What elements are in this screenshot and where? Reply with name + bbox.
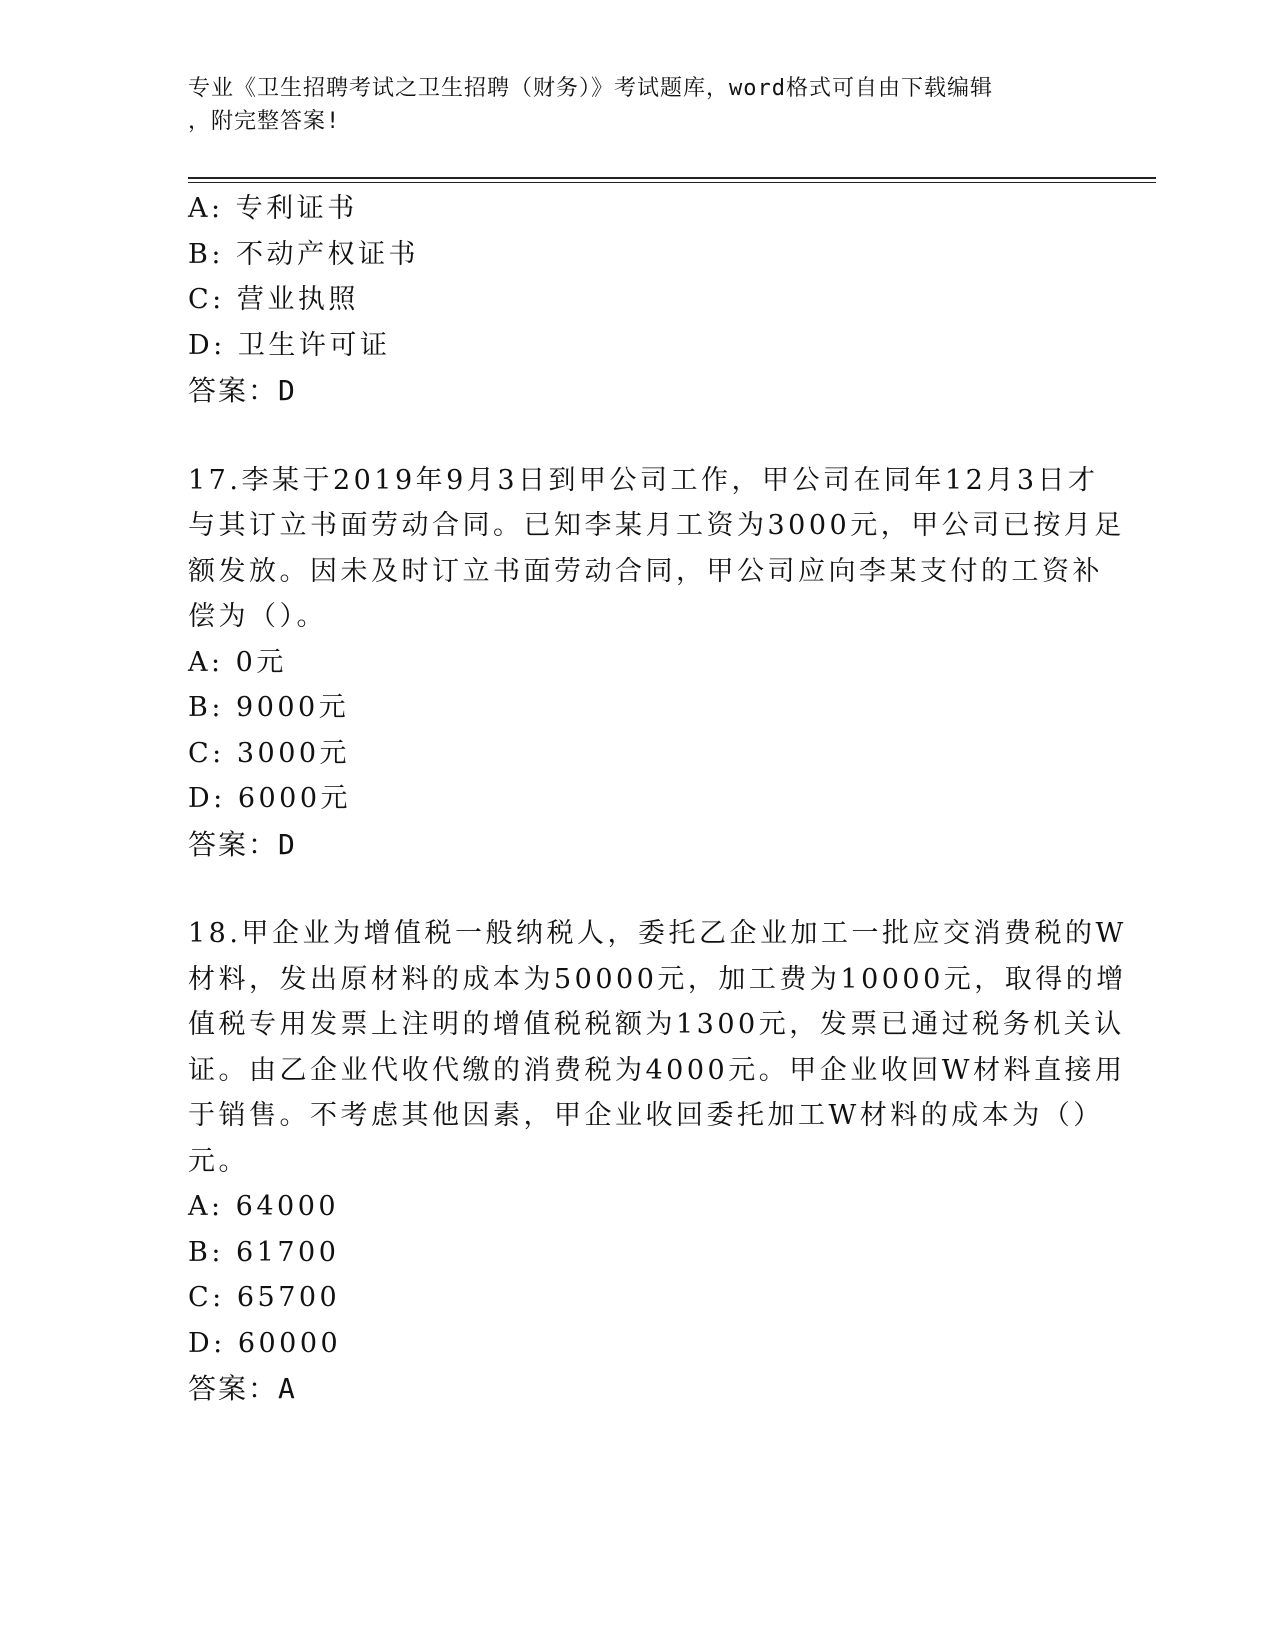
question-stem-line: 额发放。因未及时订立书面劳动合同，甲公司应向李某支付的工资补 — [188, 555, 1103, 587]
answer-value: D — [278, 374, 297, 407]
answer-label: 答案： — [188, 1372, 279, 1405]
header-divider-thick — [188, 177, 1156, 179]
option-a: A: 64000 — [188, 1191, 340, 1222]
question-18 — [188, 911, 1127, 1412]
answer-line — [188, 368, 1088, 414]
answer-label: 答案： — [188, 827, 279, 861]
document-header — [188, 72, 1078, 138]
option-b: B: 61700 — [188, 1236, 340, 1268]
question-16 — [188, 186, 1088, 414]
answer-label: 答案： — [188, 374, 279, 407]
answer-line — [188, 1366, 1088, 1412]
option-c: C: 营业执照 — [188, 284, 359, 315]
option-b: B: 不动产权证书 — [188, 238, 420, 270]
question-stem-line: 17.李某于2019年9月3日到甲公司工作，甲公司在同年12月3日才 — [188, 464, 1099, 496]
question-stem-line: 元。 — [188, 1145, 249, 1177]
question-stem-line: 值税专用发票上注明的增值税税额为1300元，发票已通过税务机关认 — [188, 1009, 1125, 1040]
question-stem-line: 与其订立书面劳动合同。已知李某月工资为3000元，甲公司已按月足 — [188, 510, 1125, 541]
spacer — [188, 414, 1088, 458]
header-line-1: 专业《卫生招聘考试之卫生招聘（财务）》考试题库，word格式可自由下载编辑 — [188, 76, 993, 101]
option-d: D: 6000元 — [188, 783, 352, 814]
option-c: C: 3000元 — [188, 737, 351, 769]
option-d: D: 60000 — [188, 1327, 342, 1359]
option-a: A: 0元 — [188, 646, 287, 678]
question-17 — [188, 458, 1125, 868]
question-list — [188, 186, 1127, 1412]
question-stem-line: 于销售。不考虑其他因素，甲企业收回委托加工W材料的成本为（） — [188, 1100, 1104, 1131]
option-d: D: 卫生许可证 — [188, 329, 391, 361]
header-divider-thin — [188, 182, 1156, 183]
option-c: C: 65700 — [188, 1282, 341, 1313]
question-stem-line: 偿为（）。 — [188, 601, 327, 632]
header-line-2: ，附完整答案! — [188, 109, 341, 134]
spacer — [188, 867, 1088, 911]
option-b: B: 9000元 — [188, 692, 350, 723]
answer-value: A — [278, 1372, 297, 1405]
question-stem-line: 材料，发出原材料的成本为50000元，加工费为10000元，取得的增 — [188, 963, 1127, 995]
answer-line — [188, 822, 1088, 868]
question-stem-line: 证。由乙企业代收代缴的消费税为4000元。甲企业收回W材料直接用 — [188, 1054, 1126, 1086]
option-a: A: 专利证书 — [188, 193, 358, 224]
answer-value: D — [278, 827, 297, 861]
question-stem-line: 18.甲企业为增值税一般纳税人，委托乙企业加工一批应交消费税的W — [188, 918, 1127, 949]
